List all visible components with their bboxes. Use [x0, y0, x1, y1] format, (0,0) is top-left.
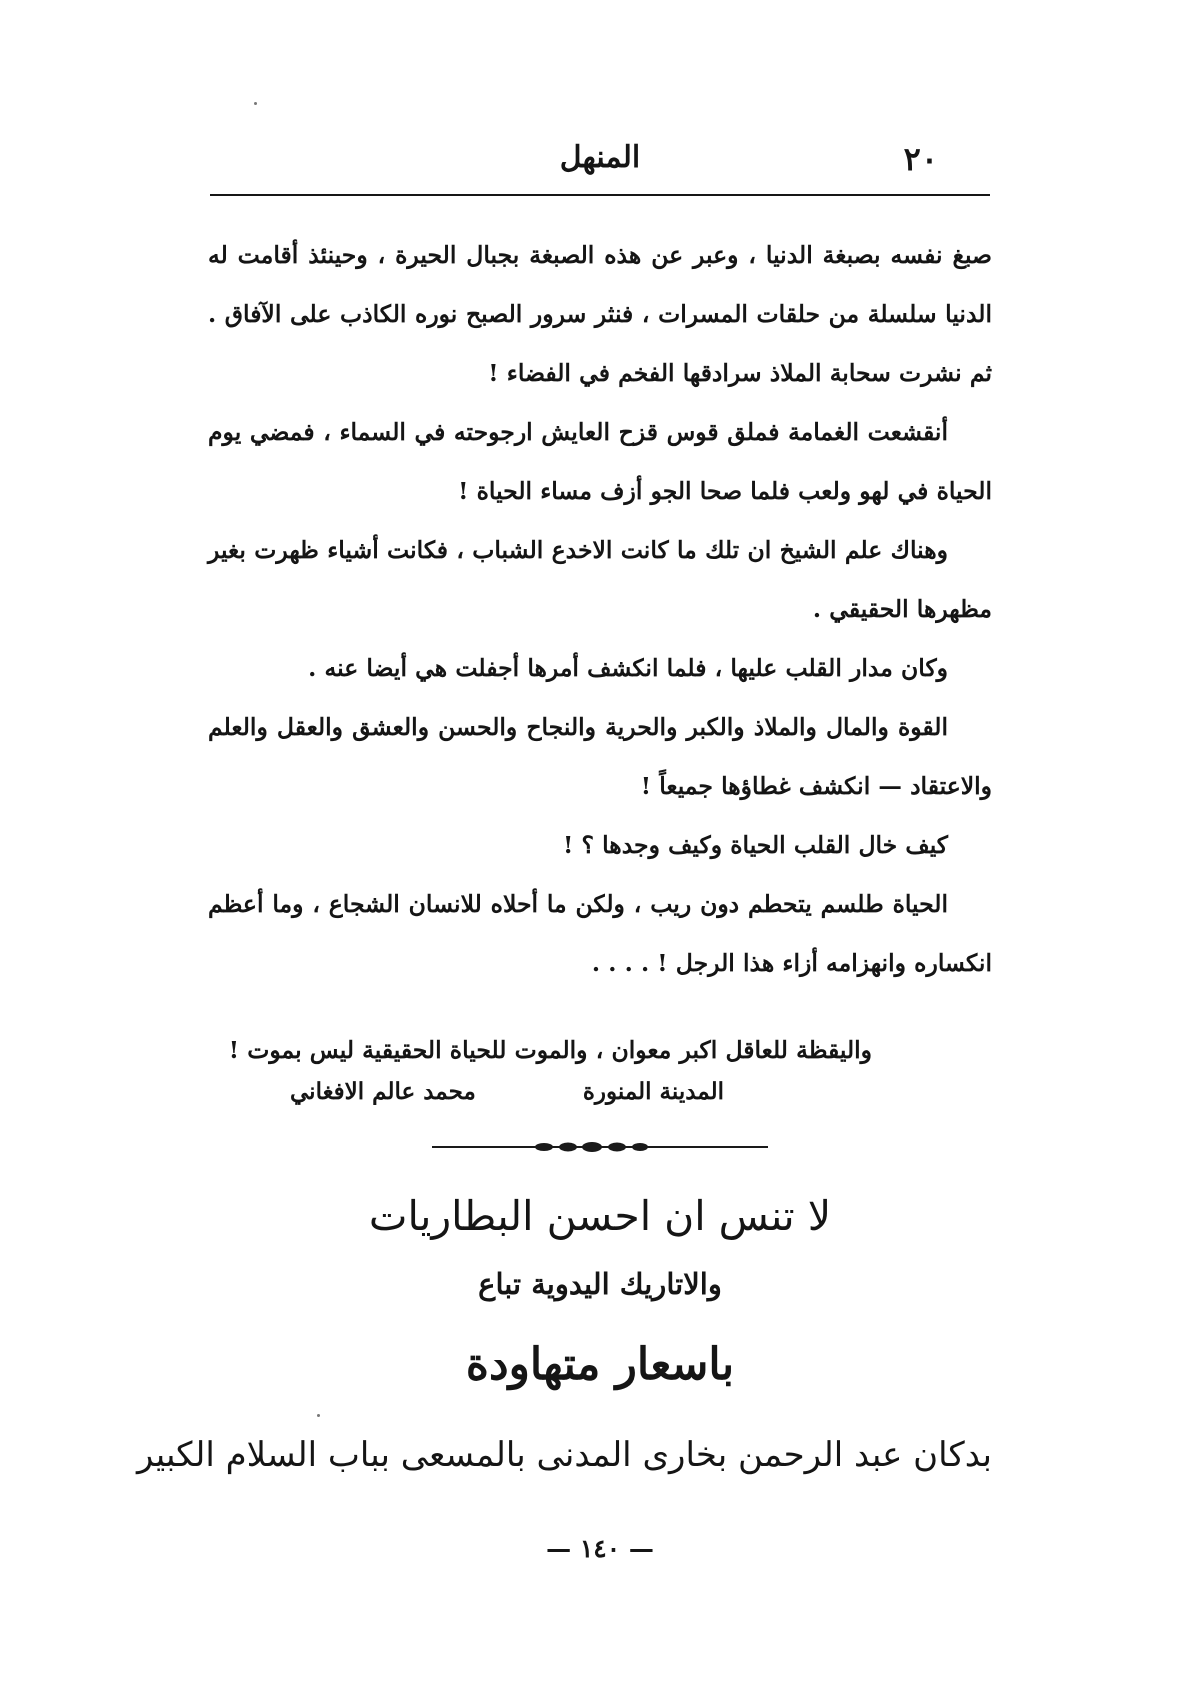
signature-author: محمد عالم الافغاني — [290, 1078, 476, 1105]
journal-title: المنهل — [559, 140, 641, 175]
scan-speck — [254, 102, 257, 105]
advert-line-4: بدكان عبد الرحمن بخارى المدنى بالمسعى بباب السلام الكبير — [136, 1435, 992, 1475]
signature — [290, 1078, 770, 1122]
paragraph-7: الحياة طلسم يتحطم دون ريب ، ولكن ما أحلاه للانسان الشجاع ، وما أعظم انكساره وانهزامه أزاء هذا الرجل ! . . . . — [208, 890, 992, 977]
paragraph-1: صبغ نفسه بصبغة الدنيا ، وعبر عن هذه الصبغة بجبال الحيرة ، وحينئذ أقامت له الدنيا سلسلة من حلقات المسرات ، فنثر سرور الصبح نوره الكاذب على الآفاق . ثم نشرت سحابة الملاذ سرادقها الفخم في الفضاء ! — [208, 241, 992, 387]
closing-block — [208, 1022, 992, 1078]
paragraph-4: وكان مدار القلب عليها ، فلما انكشف أمرها أجفلت هي أيضا عنه . — [308, 654, 948, 682]
advert-line-2: والاتاريك اليدوية تباع — [478, 1267, 722, 1301]
article-body — [208, 226, 992, 993]
paragraph-5: القوة والمال والملاذ والكبر والحرية والنجاح والحسن والعشق والعقل والعلم والاعتقاد — انكشف غطاؤها جميعاً ! — [208, 713, 992, 800]
header-rule — [210, 194, 990, 196]
signature-place: المدينة المنورة — [582, 1078, 724, 1105]
advert-line-1: لا تنس ان احسن البطاريات — [368, 1192, 832, 1240]
paragraph-6: كيف خال القلب الحياة وكيف وجدها ؟ ! — [563, 831, 948, 859]
closing-line: واليقظة للعاقل اكبر معوان ، والموت للحياة الحقيقية ليس بموت ! — [228, 1036, 872, 1064]
page-header — [210, 140, 990, 184]
footer-page-number: — ١٤٠ — — [546, 1534, 654, 1563]
scan-speck — [317, 1414, 320, 1417]
paragraph-2: أنقشعت الغمامة فملق قوس قزح العايش ارجوحته في السماء ، فمضي يوم الحياة في لهو ولعب فلما صحا الجو أزف مساء الحياة ! — [208, 418, 992, 505]
header-page-number: ٢٠ — [903, 140, 938, 178]
ornament-divider — [432, 1141, 768, 1153]
advert-line-3: باسعار متهاودة — [465, 1339, 735, 1390]
paragraph-3: وهناك علم الشيخ ان تلك ما كانت الاخدع الشباب ، فكانت أشياء ظهرت بغير مظهرها الحقيقي . — [208, 536, 992, 623]
